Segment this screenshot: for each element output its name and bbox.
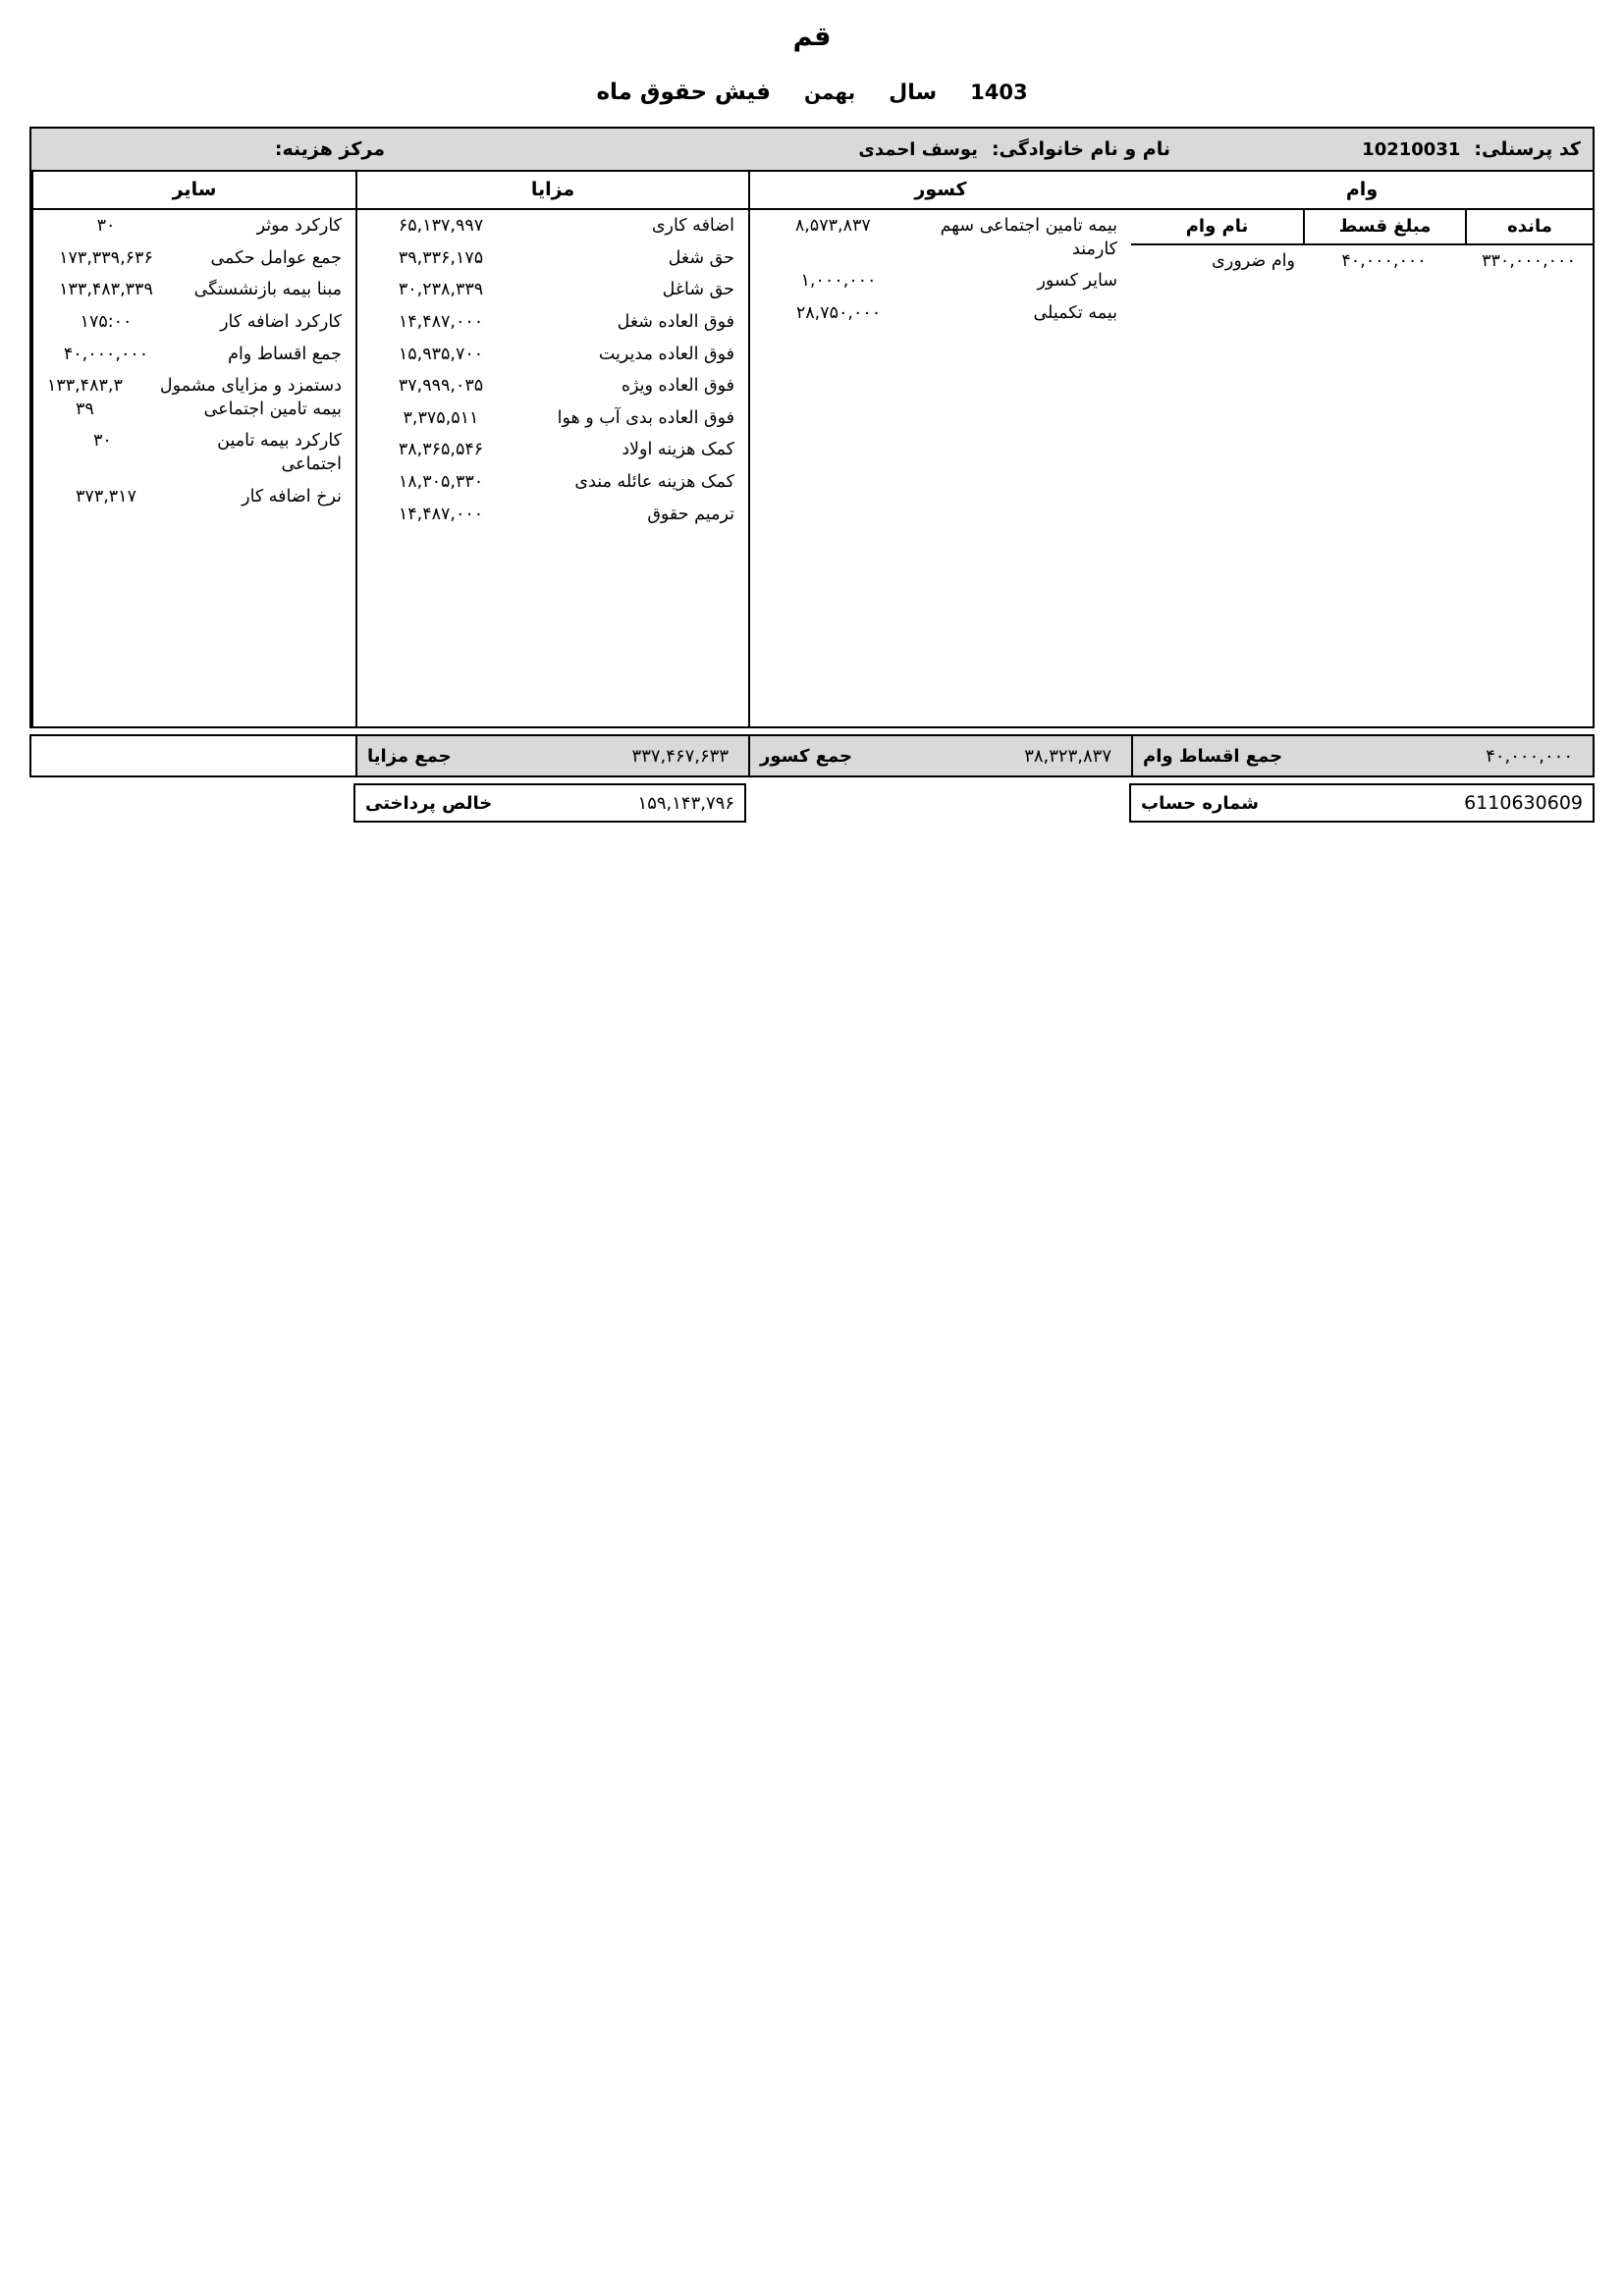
mazaya-label: فوق العاده بدی آب و هوا (557, 407, 734, 428)
kosoor-rows (750, 210, 1131, 330)
vam-column-header: وام (1131, 172, 1593, 210)
sayer-label: کارکرد اضافه کار (220, 311, 342, 332)
personnel-code-label: کد پرسنلی: (1474, 138, 1581, 160)
account-number-label: شماره حساب (1141, 792, 1259, 814)
mazaya-value: ۳۹,۳۳۶,۱۷۵ (398, 247, 484, 268)
sayer-label: کارکرد موثر (256, 216, 342, 236)
year-value: 1403 (970, 80, 1028, 104)
kosoor-label: بیمه تامین اجتماعی سهم کارمند (940, 216, 1117, 259)
sayer-value: ۱۷۳,۳۳۹,۶۳۶ (59, 247, 153, 268)
table-row (1131, 245, 1593, 275)
kosoor-column-header: کسور (750, 172, 1131, 210)
bottom-spacer (29, 783, 353, 823)
cost-center-label: مرکز هزینه: (274, 138, 385, 160)
table-row (33, 210, 355, 242)
table-row (33, 481, 355, 513)
table-row (33, 370, 355, 425)
net-payment-label: خالص پرداختی (365, 792, 493, 814)
sayer-label: جمع عوامل حکمی (210, 247, 342, 268)
sayer-value: ۱۷۵:۰۰ (80, 311, 133, 332)
mazaya-rows (357, 210, 748, 530)
table-row (357, 499, 748, 531)
table-row (33, 339, 355, 371)
mazaya-label: کمک هزینه اولاد (622, 440, 734, 460)
table-row (750, 210, 1131, 265)
table-row (33, 306, 355, 339)
mazaya-label: حق شاغل (662, 280, 734, 300)
net-payment-value: ۱۵۹,۱۴۳,۷۹۶ (637, 792, 734, 814)
mazaya-value: ۶۵,۱۳۷,۹۹۷ (398, 216, 484, 236)
account-number-cell (1129, 783, 1595, 823)
mazaya-label: اضافه کاری (651, 216, 734, 236)
vam-rows (1131, 245, 1593, 275)
sayer-column (31, 172, 355, 726)
kosoor-value: ۲۸,۷۵۰,۰۰۰ (795, 302, 882, 323)
sayer-label: دستمزد و مزایای مشمول بیمه تامین اجتماعی (159, 376, 342, 419)
sayer-rows (33, 210, 355, 512)
table-row (357, 339, 748, 371)
mazaya-label: فوق العاده شغل (617, 311, 734, 332)
kosoor-label: سایر کسور (1037, 271, 1117, 292)
mazaya-value: ۳۰,۲۳۸,۳۳۹ (398, 280, 484, 300)
vam-balance-value: ۳۳۰,۰۰۰,۰۰۰ (1482, 251, 1576, 271)
kosoor-value: ۱,۰۰۰,۰۰۰ (800, 271, 877, 292)
total-mazaya-value: ۳۳۷,۴۶۷,۶۳۳ (631, 745, 729, 767)
mazaya-value: ۱۴,۴۸۷,۰۰۰ (398, 311, 484, 332)
mazaya-label: فوق العاده ویژه (621, 376, 734, 397)
table-row (357, 210, 748, 242)
totals-spacer (31, 736, 355, 775)
table-row (357, 466, 748, 499)
mazaya-value: ۱۵,۹۳۵,۷۰۰ (398, 344, 484, 364)
vam-subheader (1131, 210, 1593, 245)
table-row (750, 265, 1131, 297)
net-payment-cell (353, 783, 746, 823)
sayer-value: ۱۳۳,۴۸۳,۳۳۹ (46, 376, 123, 419)
sayer-value: ۱۳۳,۴۸۳,۳۳۹ (59, 280, 153, 300)
mazaya-label: ترمیم حقوق (647, 504, 734, 524)
mazaya-value: ۱۴,۴۸۷,۰۰۰ (398, 504, 484, 524)
payslip-subtitle (29, 80, 1595, 105)
table-row (357, 306, 748, 339)
employee-name-label: نام و نام خانوادگی: (991, 138, 1170, 160)
mazaya-label: کمک هزینه عائله مندی (574, 472, 734, 492)
employee-name-cell (522, 129, 1288, 170)
mazaya-value: ۳۷,۹۹۹,۰۳۵ (398, 376, 484, 397)
table-row (750, 297, 1131, 330)
vam-balance-header: مانده (1465, 210, 1593, 243)
personnel-code-cell (1288, 129, 1593, 170)
account-number-value: 6110630609 (1464, 792, 1583, 814)
sayer-label: کارکرد بیمه تامین اجتماعی (217, 431, 342, 474)
month-name: بهمن (804, 80, 856, 104)
kosoor-column (748, 172, 1131, 726)
vam-name-value: وام ضروری (1212, 251, 1295, 271)
table-row (357, 434, 748, 466)
sayer-label: نرخ اضافه کار (242, 486, 342, 507)
sayer-value: ۴۰,۰۰۰,۰۰۰ (63, 344, 149, 364)
personnel-code-value: 10210031 (1362, 138, 1461, 160)
vam-name-header: نام وام (1185, 216, 1249, 237)
vam-amount-header: مبلغ قسط (1303, 210, 1465, 243)
identity-bar (29, 127, 1595, 172)
vam-column (1131, 172, 1593, 726)
mazaya-value: ۳۸,۳۶۵,۵۴۶ (398, 440, 484, 460)
totals-bar (29, 734, 1595, 777)
table-row (357, 242, 748, 275)
total-vam-cell (1131, 736, 1593, 775)
mazaya-label: فوق العاده مدیریت (598, 344, 734, 364)
mazaya-column (355, 172, 748, 726)
kosoor-label: بیمه تکمیلی (1033, 302, 1117, 323)
sayer-value: ۳۷۳,۳۱۷ (76, 486, 136, 507)
sayer-label: جمع اقساط وام (228, 344, 342, 364)
total-kosoor-cell (748, 736, 1131, 775)
employee-name-value: یوسف احمدی (858, 138, 978, 160)
mazaya-column-header: مزایا (357, 172, 748, 210)
table-row (33, 425, 355, 480)
year-label: سال (889, 80, 938, 105)
sayer-value: ۳۰ (96, 216, 116, 236)
payslip-table (29, 172, 1595, 728)
payslip-label: فیش حقوق ماه (596, 80, 771, 105)
table-row (357, 274, 748, 306)
sayer-column-header: سایر (33, 172, 355, 210)
total-kosoor-value: ۳۸,۳۲۳,۸۳۷ (1024, 745, 1111, 767)
table-row (33, 274, 355, 306)
cost-center-cell (31, 129, 522, 170)
kosoor-value: ۸,۵۷۳,۸۳۷ (794, 216, 871, 236)
bottom-bar (29, 783, 1595, 823)
mazaya-label: حق شغل (668, 247, 734, 268)
total-vam-label: جمع اقساط وام (1143, 745, 1283, 767)
total-vam-value: ۴۰,۰۰۰,۰۰۰ (1486, 745, 1573, 767)
mazaya-value: ۳,۳۷۵,۵۱۱ (403, 407, 479, 428)
total-kosoor-label: جمع کسور (760, 745, 853, 767)
org-title: قم (792, 22, 832, 52)
bottom-gap (746, 783, 1129, 823)
table-row (357, 370, 748, 402)
table-row (357, 402, 748, 435)
sayer-value: ۳۰ (93, 431, 112, 452)
table-row (33, 242, 355, 275)
total-mazaya-cell (355, 736, 748, 775)
total-mazaya-label: جمع مزایا (367, 745, 452, 767)
mazaya-value: ۱۸,۳۰۵,۳۳۰ (398, 472, 484, 492)
sayer-label: مبنا بیمه بازنشستگی (193, 280, 342, 300)
vam-amount-value: ۴۰,۰۰۰,۰۰۰ (1341, 251, 1427, 271)
